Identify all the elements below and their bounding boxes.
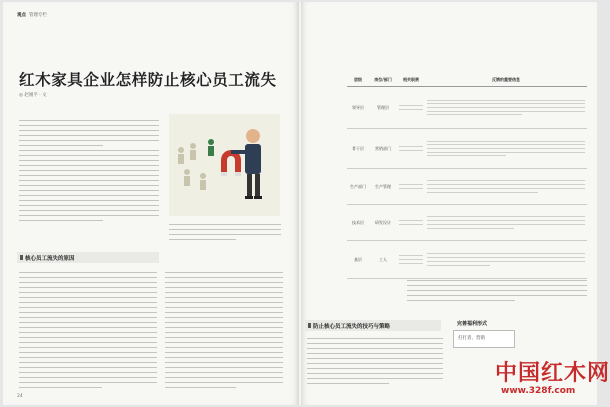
table-header: 相关职责 [397, 74, 425, 87]
table-cell [425, 205, 587, 241]
section2-heading [305, 320, 441, 331]
table-cell: 生产部门 [347, 169, 369, 205]
heading-marker-icon [20, 255, 23, 260]
info-table [347, 74, 587, 279]
watermark-logo [495, 344, 610, 404]
table-header: 反馈的重要信息 [425, 74, 587, 87]
magnet-illustration [169, 114, 280, 216]
table-cell [425, 241, 587, 279]
table-cell: 工人 [369, 241, 397, 279]
box-caption: 完善福利形式 [457, 321, 488, 327]
table-cell [397, 241, 425, 279]
table-cell: 生产管理 [369, 169, 397, 205]
table-row [347, 241, 587, 279]
article-author: ◎ 赵刚平 · 文 [19, 93, 47, 98]
section1-heading [17, 252, 159, 263]
header-column: 管理专栏 [29, 13, 47, 18]
table-row [347, 129, 587, 169]
heading-marker-icon [308, 323, 311, 328]
watermark-url: www.328f.com [501, 386, 576, 396]
right-page [301, 2, 610, 405]
intro-paragraph [19, 120, 159, 225]
intro-paragraph-2 [169, 224, 281, 244]
page-header [17, 12, 47, 18]
watermark-name: 中国红木网 [495, 361, 610, 386]
header-section: 观点 [17, 13, 26, 18]
table-cell [425, 169, 587, 205]
table-cell [425, 87, 587, 129]
table-cell: 领导层 [347, 87, 369, 129]
article-title: 红木家具企业怎样防止核心员工流失 [19, 70, 277, 89]
section1-title: 核心员工流失的原因 [25, 256, 75, 262]
table-cell: 技术层 [347, 205, 369, 241]
table-cell: 管理层 [369, 87, 397, 129]
table-cell: 基层 [347, 241, 369, 279]
table-cell [397, 169, 425, 205]
table-cell: 研发设计 [369, 205, 397, 241]
table-header: 岗位/部门 [369, 74, 397, 87]
table-row [347, 87, 587, 129]
right-body-column [307, 338, 443, 388]
page-number: 24 [17, 394, 23, 399]
right-paragraph [407, 280, 587, 305]
body-column-1 [19, 272, 157, 392]
table-cell [397, 205, 425, 241]
table-row [347, 205, 587, 241]
table-header-row [347, 74, 587, 87]
table-header: 层级 [347, 74, 369, 87]
section2-title: 防止核心员工流失的技巧与策略 [313, 324, 391, 330]
table-cell: 骨干层 [347, 129, 369, 169]
table-cell [397, 87, 425, 129]
body-column-2 [165, 272, 283, 392]
table-cell [425, 129, 587, 169]
left-page [3, 2, 299, 405]
table-cell: 营销部门 [369, 129, 397, 169]
table-row [347, 169, 587, 205]
magazine-spread [3, 2, 610, 405]
table-cell [397, 129, 425, 169]
box-text: 打打者、营销 [458, 336, 485, 341]
